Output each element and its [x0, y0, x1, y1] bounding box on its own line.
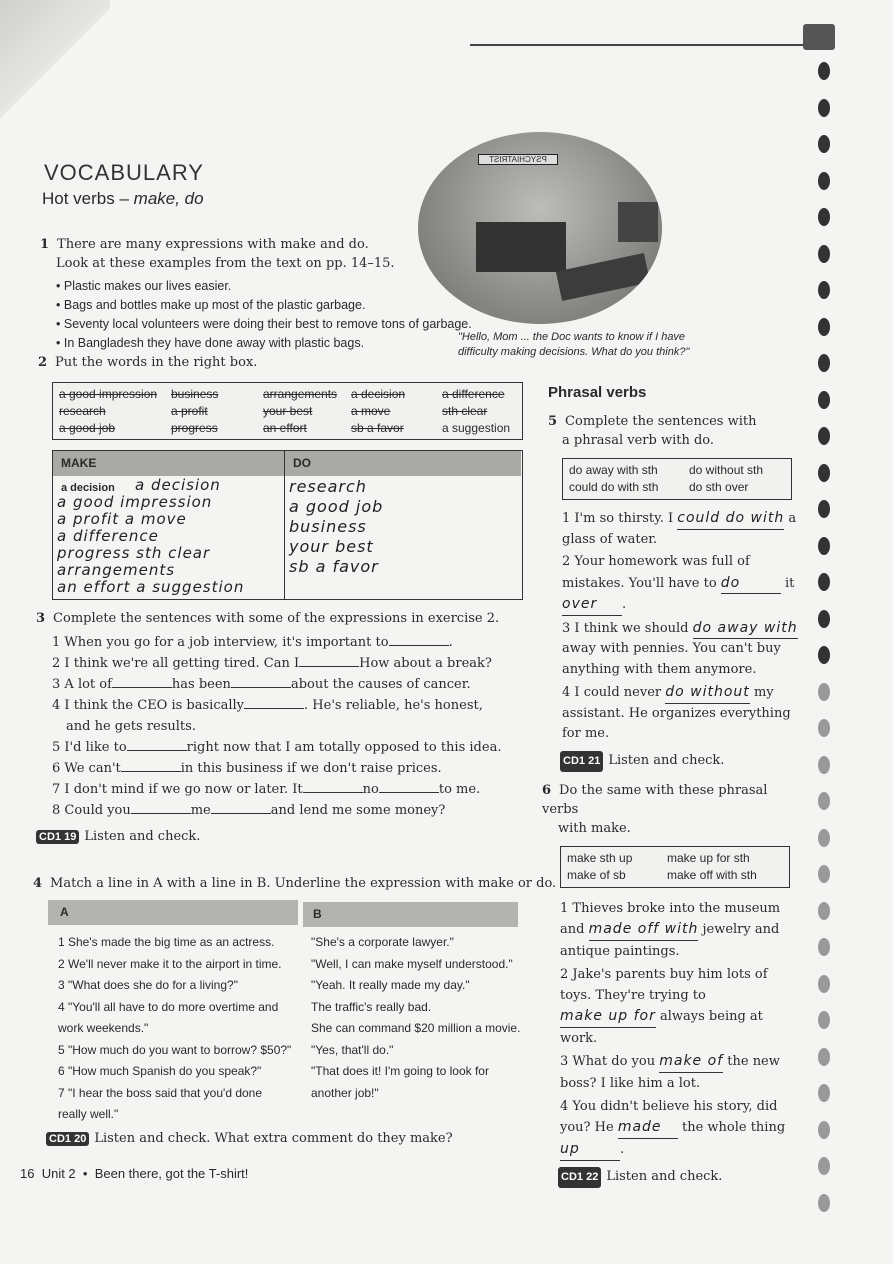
page-number: 16: [20, 1166, 35, 1181]
match-line[interactable]: "Yeah. It really made my day.": [311, 978, 470, 992]
item-number: 6: [52, 761, 61, 776]
answer-input[interactable]: do away with: [693, 618, 798, 640]
handwritten-answer: research: [289, 477, 367, 496]
sentence-part: to me.: [438, 782, 481, 797]
sentence-item: [52, 737, 506, 758]
sentence-part: I'm so thirsty. I: [574, 511, 674, 526]
binding-hole-icon: [818, 281, 830, 299]
sentence-item: [562, 682, 798, 745]
blank-input[interactable]: [127, 750, 187, 751]
sentence-part: away with pennies. You can't buy anything with them anymore.: [562, 641, 781, 677]
cd-label: CD1: [561, 1171, 584, 1183]
cartoon-illustration: [418, 132, 662, 324]
sentence-part: a glass of water.: [562, 511, 797, 547]
example-bullet: • Seventy local volunteers were doing their best to remove tons of garbage.: [56, 317, 472, 331]
handwritten-answer: business: [289, 517, 367, 536]
sentence-item: [52, 653, 506, 674]
exercise-3: [36, 611, 506, 844]
word-chip: progress: [171, 421, 218, 435]
sentence-item: [52, 632, 506, 653]
answer-input[interactable]: do without: [665, 682, 750, 704]
sentence-part: You didn't believe his story, did you? He: [560, 1099, 778, 1135]
listen-text: Listen and check.: [84, 829, 201, 844]
binding-hole-icon: [818, 573, 830, 591]
item-number: 2: [562, 554, 571, 569]
col-b-header: B: [303, 902, 518, 927]
handwritten-answer: a good job: [289, 497, 384, 516]
word-chip: a suggestion: [442, 421, 511, 435]
binding-hole-icon: [818, 500, 830, 518]
blank-input[interactable]: [303, 792, 363, 793]
match-line[interactable]: "That does it! I'm going to look for another job!": [311, 1064, 489, 1100]
blank-input[interactable]: [131, 813, 191, 814]
answer-input[interactable]: make up for: [560, 1006, 656, 1028]
sentence-part: I could never: [574, 685, 662, 700]
page-title: VOCABULARY: [44, 160, 204, 185]
sentence-part: right now that I am totally opposed to this idea.: [186, 740, 502, 755]
binding-hole-icon: [818, 1157, 830, 1175]
sentence-item: [52, 779, 506, 800]
sentence-part: my assistant. He organizes everything for me.: [562, 685, 791, 741]
item-number: 4: [562, 685, 571, 700]
sentence-part: We can't: [64, 761, 121, 776]
exercise-4-instruction: [33, 876, 556, 891]
word-chip: a move: [351, 404, 391, 418]
binding-hole-icon: [818, 99, 830, 117]
page-footer: [20, 1166, 248, 1181]
exercise-5: [548, 412, 798, 772]
make-example: a decision: [61, 482, 115, 494]
match-line[interactable]: 7 "I hear the boss said that you'd done really well.": [58, 1085, 263, 1121]
sentence-part: .: [622, 597, 627, 612]
binding-hole-icon: [818, 646, 830, 664]
exercise-number: 5: [548, 414, 558, 429]
blank-input[interactable]: [389, 645, 449, 646]
binding-hole-icon: [818, 683, 830, 701]
sentence-part: What do you: [572, 1054, 656, 1069]
answer-input[interactable]: up: [560, 1139, 620, 1161]
exercise-number: 1: [40, 237, 50, 252]
answer-input[interactable]: over: [562, 594, 622, 616]
binding-hole-icon: [818, 756, 830, 774]
cabinet: [618, 202, 658, 242]
item-number: 2: [560, 967, 569, 982]
handwritten-answer: your best: [289, 537, 374, 556]
handwritten-answer: sb a favor: [289, 557, 379, 576]
blank-input[interactable]: [379, 792, 439, 793]
handwritten-answer: a difference: [57, 527, 159, 545]
binding-hole-icon: [818, 245, 830, 263]
cd-label: CD1: [49, 1133, 72, 1145]
binding-hole-icon: [818, 610, 830, 628]
sentence-item: [560, 964, 797, 1049]
sentence-part: the whole thing: [681, 1120, 786, 1135]
exercise-number: 4: [33, 876, 43, 891]
binding-hole-icon: [818, 354, 830, 372]
binding-hole-icon: [818, 1048, 830, 1066]
exercise-1: [40, 235, 472, 353]
make-do-table: [52, 450, 523, 600]
binding-hole-icon: [818, 135, 830, 153]
sentence-part: I don't mind if we go now or later. It: [64, 782, 303, 797]
word-chip: an effort: [263, 421, 307, 435]
binding-hole-icon: [818, 1121, 830, 1139]
item-number: 1: [562, 511, 571, 526]
cd-badge[interactable]: [46, 1132, 89, 1146]
page-top-rule: [470, 44, 810, 46]
word-chip: sth clear: [442, 404, 488, 418]
word-chip: a decision: [351, 387, 406, 401]
desk: [476, 222, 566, 272]
bullet-text: Bags and bottles make up most of the plastic garbage.: [63, 298, 366, 312]
phrasal-verb: do away with sth: [569, 463, 658, 477]
sentence-item: [52, 674, 506, 695]
sentence-part: A lot of: [64, 677, 112, 692]
item-number: 8: [52, 803, 61, 818]
binding-hole-icon: [818, 1084, 830, 1102]
handwritten-answer: a decision: [135, 476, 221, 494]
sentence-part: I think the CEO is basically: [64, 698, 245, 713]
exercise-number: 2: [38, 355, 48, 370]
word-chip: arrangements: [263, 387, 338, 401]
blank-input[interactable]: [299, 666, 359, 667]
sentence-part: . He's reliable, he's honest,: [304, 698, 483, 713]
instruction-text: Complete the sentences with some of the expressions in exercise 2.: [53, 611, 500, 626]
binding-hole-icon: [818, 318, 830, 336]
instruction-text: Do the same with these phrasal verbs: [542, 783, 768, 817]
phrasal-verbs-heading: Phrasal verbs: [548, 384, 647, 401]
exercise-number: 6: [542, 783, 552, 798]
column-a-list: [58, 932, 293, 1126]
sentence-part: in this business if we don't raise prices.: [180, 761, 442, 776]
word-chip: a good job: [59, 421, 116, 435]
item-number: 1: [560, 901, 569, 916]
sentence-part: I'd like to: [64, 740, 127, 755]
match-line[interactable]: "Yes, that'll do.": [311, 1042, 394, 1057]
binding-hole-icon: [818, 208, 830, 226]
bullet-text: Plastic makes our lives easier.: [63, 279, 232, 293]
instruction-text: Match a line in A with a line in B. Underline the expression with make or do.: [50, 876, 557, 891]
sentence-part: I think we should: [574, 620, 689, 636]
sentence-item: [560, 1096, 797, 1161]
match-line[interactable]: She can command $20 million a movie.: [311, 1021, 521, 1035]
match-line[interactable]: "She's a corporate lawyer.": [311, 935, 454, 949]
binding-hole-icon: [818, 464, 830, 482]
item-number: 3: [52, 677, 61, 692]
item-number: 4: [560, 1099, 569, 1114]
sentence-part: no: [362, 782, 379, 797]
match-line[interactable]: "Well, I can make myself understood.": [311, 956, 513, 971]
corner-tab: [803, 24, 835, 50]
match-line[interactable]: 2 We'll never make it to the airport in time.: [58, 956, 282, 971]
word-chip: a good impression: [59, 387, 158, 401]
col-a-header: A: [48, 900, 298, 925]
word-chip: business: [171, 387, 219, 401]
word-box: [52, 382, 523, 440]
binding-hole-icon: [818, 719, 830, 737]
word-chip: your best: [263, 404, 313, 418]
match-line[interactable]: 5 "How much do you want to borrow? $50?": [58, 1042, 292, 1057]
binding-hole-icon: [818, 62, 830, 80]
listen-text: Listen and check.: [606, 1169, 723, 1184]
binding-hole-icon: [818, 537, 830, 555]
sentence-part: and he gets results.: [66, 719, 196, 734]
instruction-text: with make.: [558, 821, 631, 836]
phrasal-verb: do without sth: [689, 463, 764, 477]
item-number: 1: [52, 635, 61, 650]
phrasal-verb: make of sb: [567, 868, 626, 882]
sentence-item: [52, 695, 506, 737]
word-chip: research: [59, 404, 106, 418]
separator: •: [82, 1166, 88, 1181]
unit-title: Been there, got the T-shirt!: [94, 1166, 249, 1181]
sentence-part: I think we're all getting tired. Can I: [64, 656, 300, 671]
answer-input[interactable]: make of: [659, 1051, 723, 1073]
table-divider: [284, 476, 285, 599]
sentence-part: always being at work.: [560, 1009, 763, 1046]
exercise-number: 3: [36, 611, 46, 626]
item-number: 2: [52, 656, 61, 671]
binding-hole-icon: [818, 865, 830, 883]
sentence-part: the new boss? I like him a lot.: [560, 1054, 780, 1091]
sentence-part: When you go for a job interview, it's important to: [64, 635, 389, 650]
listen-text: Listen and check.: [608, 752, 725, 768]
bullet-text: In Bangladesh they have done away with plastic bags.: [63, 336, 365, 350]
match-line[interactable]: 6 "How much Spanish do you speak?": [58, 1064, 262, 1078]
cartoon-caption: "Hello, Mom ... the Doc wants to know if I have difficulty making decisions. What do you think?": [458, 331, 690, 358]
phrasal-box: [560, 846, 790, 888]
word-chip: a profit: [171, 404, 208, 418]
sentence-part: me: [190, 803, 211, 818]
binding-hole-icon: [818, 938, 830, 956]
binding-hole-icon: [818, 792, 830, 810]
item-number: 5: [52, 740, 61, 755]
binding-hole-icon: [818, 975, 830, 993]
page-subtitle: [42, 189, 204, 209]
handwritten-answer: arrangements: [57, 561, 176, 579]
instruction-text: Put the words in the right box.: [55, 355, 258, 370]
blank-input[interactable]: [231, 687, 291, 688]
do-answers: [289, 477, 383, 577]
sentence-part: jewelry and antique paintings.: [560, 922, 780, 959]
sentence-part: has been: [171, 677, 231, 692]
exercise-2-instruction: [38, 355, 257, 370]
sentence-part: How about a break?: [359, 656, 492, 671]
match-line[interactable]: The traffic's really bad.: [311, 999, 432, 1014]
phrasal-verb: make up for sth: [667, 851, 750, 865]
blank-input[interactable]: [112, 687, 172, 688]
sentence-part: Jake's parents buy him lots of toys. They're trying to: [560, 967, 768, 1003]
item-number: 3: [562, 620, 571, 636]
cd-label: CD1: [39, 831, 62, 843]
word-chip: sb a favor: [351, 421, 404, 435]
sentence-item: [560, 898, 797, 962]
phrasal-verb: do sth over: [689, 480, 749, 494]
track-number: 22: [586, 1171, 599, 1183]
sentence-part: it: [784, 575, 795, 591]
bullet-text: Seventy local volunteers were doing their best to remove tons of garbage.: [63, 317, 472, 331]
handwritten-answer: an effort a suggestion: [57, 578, 245, 596]
sentence-part: .: [448, 635, 453, 650]
track-number: 21: [588, 754, 601, 767]
sentence-part: about the causes of cancer.: [290, 677, 471, 692]
item-number: 7: [52, 782, 61, 797]
psychiatrist-sign: PSYCHIATRIST: [478, 154, 558, 165]
track-number: 19: [64, 831, 77, 843]
sentence-item: [562, 552, 798, 616]
binding-hole-icon: [818, 172, 830, 190]
binding-hole-icon: [818, 1194, 830, 1212]
blank-input[interactable]: [244, 708, 304, 709]
phrasal-verb: could do with sth: [569, 480, 659, 494]
item-number: 4: [52, 698, 61, 713]
ex4-listen: [46, 1131, 453, 1146]
match-line[interactable]: 3 "What does she do for a living?": [58, 978, 238, 992]
sentence-item: [562, 508, 798, 550]
sentence-part: and lend me some money?: [270, 803, 446, 818]
exercise-6: [542, 781, 797, 1188]
example-bullet: • Plastic makes our lives easier.: [56, 279, 232, 293]
phrasal-box: [562, 458, 792, 500]
binding-hole-icon: [818, 427, 830, 445]
answer-input[interactable]: made off with: [589, 919, 699, 941]
cd-label: CD1: [563, 754, 586, 767]
ex1-line2: Look at these examples from the text on pp. 14–15.: [56, 256, 395, 271]
sentence-part: .: [620, 1142, 625, 1157]
binding-hole-icon: [818, 1011, 830, 1029]
example-bullet: • Bags and bottles make up most of the plastic garbage.: [56, 298, 366, 312]
sentence-item: [560, 1051, 797, 1094]
sentence-part: Your homework was full of mistakes. You'll have to: [562, 554, 750, 591]
cd-badge[interactable]: [558, 1167, 601, 1188]
handwritten-answer: a good impression: [57, 493, 213, 511]
couch: [556, 253, 650, 301]
subtitle-text: Hot verbs –: [42, 189, 134, 208]
phrasal-verb: make sth up: [567, 851, 633, 865]
answer-input[interactable]: could do with: [677, 508, 784, 530]
binding-hole-icon: [818, 829, 830, 847]
sentence-item: [562, 618, 798, 681]
answer-input[interactable]: made: [618, 1117, 678, 1139]
sentence-item: [52, 800, 506, 821]
track-number: 20: [74, 1133, 87, 1145]
sentence-part: Could you: [64, 803, 131, 818]
sentence-part: Thieves broke into the museum and: [560, 901, 781, 937]
handwritten-answer: progress sth clear: [57, 544, 211, 562]
subtitle-italic: make, do: [133, 189, 204, 208]
match-line[interactable]: 4 "You'll all have to do more overtime and work weekends.": [58, 999, 279, 1035]
example-bullet: • In Bangladesh they have done away with plastic bags.: [56, 336, 365, 350]
handwritten-answer: a profit a move: [57, 510, 187, 528]
listen-text: Listen and check. What extra comment do they make?: [94, 1131, 453, 1146]
phrasal-verb: make off with sth: [667, 868, 757, 882]
do-header: DO: [284, 451, 521, 476]
blank-input[interactable]: [211, 813, 271, 814]
scan-shadow: [0, 0, 110, 150]
cd-badge[interactable]: [560, 751, 603, 772]
ex1-line1: There are many expressions with make and do.: [57, 237, 369, 252]
make-answers: [57, 477, 282, 596]
binding-hole-icon: [818, 902, 830, 920]
instruction-text: Complete the sentences with: [565, 414, 757, 429]
sentence-item: [52, 758, 506, 779]
match-line[interactable]: 1 She's made the big time as an actress.: [58, 935, 275, 949]
blank-input[interactable]: [121, 771, 181, 772]
column-b-list: [311, 932, 521, 1104]
cd-badge[interactable]: [36, 830, 79, 844]
unit-label: Unit 2: [41, 1166, 76, 1181]
make-header: MAKE: [53, 451, 284, 476]
word-chip: a difference: [442, 387, 505, 401]
item-number: 3: [560, 1054, 569, 1069]
instruction-text: a phrasal verb with do.: [562, 433, 715, 448]
answer-input[interactable]: do: [721, 573, 781, 595]
binding-hole-icon: [818, 391, 830, 409]
